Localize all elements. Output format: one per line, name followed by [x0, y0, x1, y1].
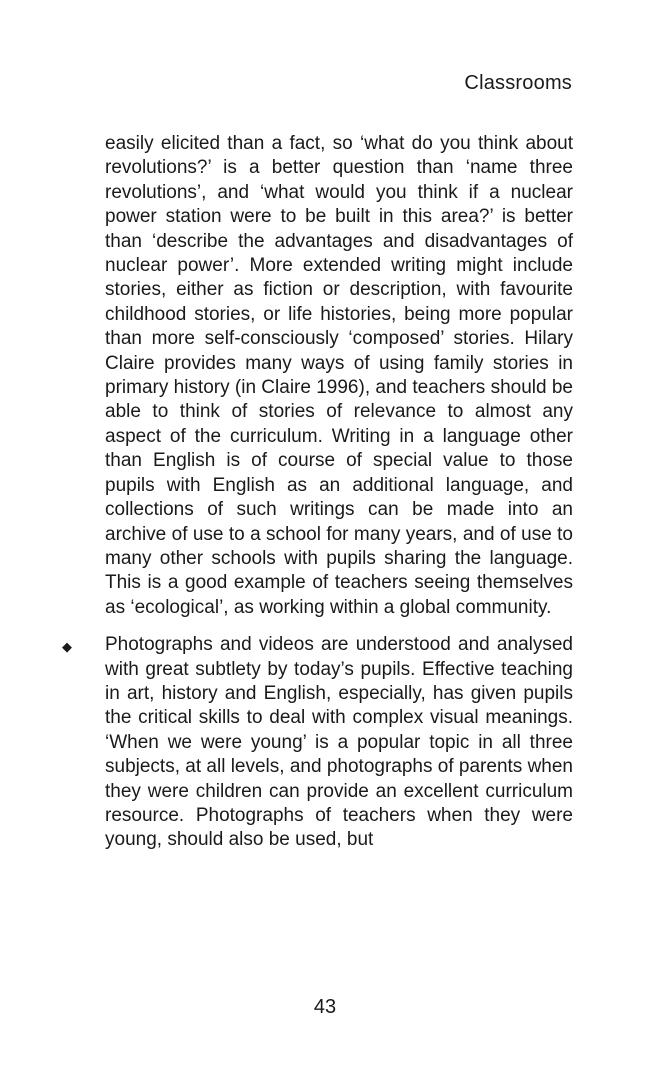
continued-paragraph: easily elicited than a fact, so ‘what do you think about revolutions?’ is a better question than ‘name three revolutions’, and ‘what would you think if a nuclear power station were to be built in this area?’ is better than ‘describe the advantages and disadvantages of nuclear power’. More extended writing might include stories, either as fiction or description, with favourite childhood stories, or life histories, being more popular than more self-consciously ‘composed’ stories. Hilary Claire provides many ways of using family stories in primary history (in Claire 1996), and teachers should be able to think of stories of relevance to almost any aspect of the curriculum. Writing in a language other than English is of course of special value to those pupils with English as an additional language, and collections of such writings can be made into an archive of use to a school for many years, and of use to many other schools with pupils sharing the language. This is a good example of teachers seeing themselves as ‘ecological’, as working within a global community. — [105, 133, 573, 618]
body-text — [62, 132, 573, 853]
diamond-bullet-icon: ◆ — [62, 639, 72, 655]
running-head: Classrooms — [464, 72, 572, 94]
page-number: 43 — [313, 996, 337, 1018]
bullet-list-item — [62, 633, 573, 853]
bullet-item-text: Photographs and videos are understood and analysed with great subtlety by today’s pupils. Effective teaching in art, history and English, especially, has given pupils the critical skills to deal with complex visual meanings. ‘When we were young’ is a popular topic in all three subjects, at all levels, and photographs of parents when they were children can provide an excellent curriculum resource. Photographs of teachers when they were young, should also be used, but — [105, 634, 573, 851]
